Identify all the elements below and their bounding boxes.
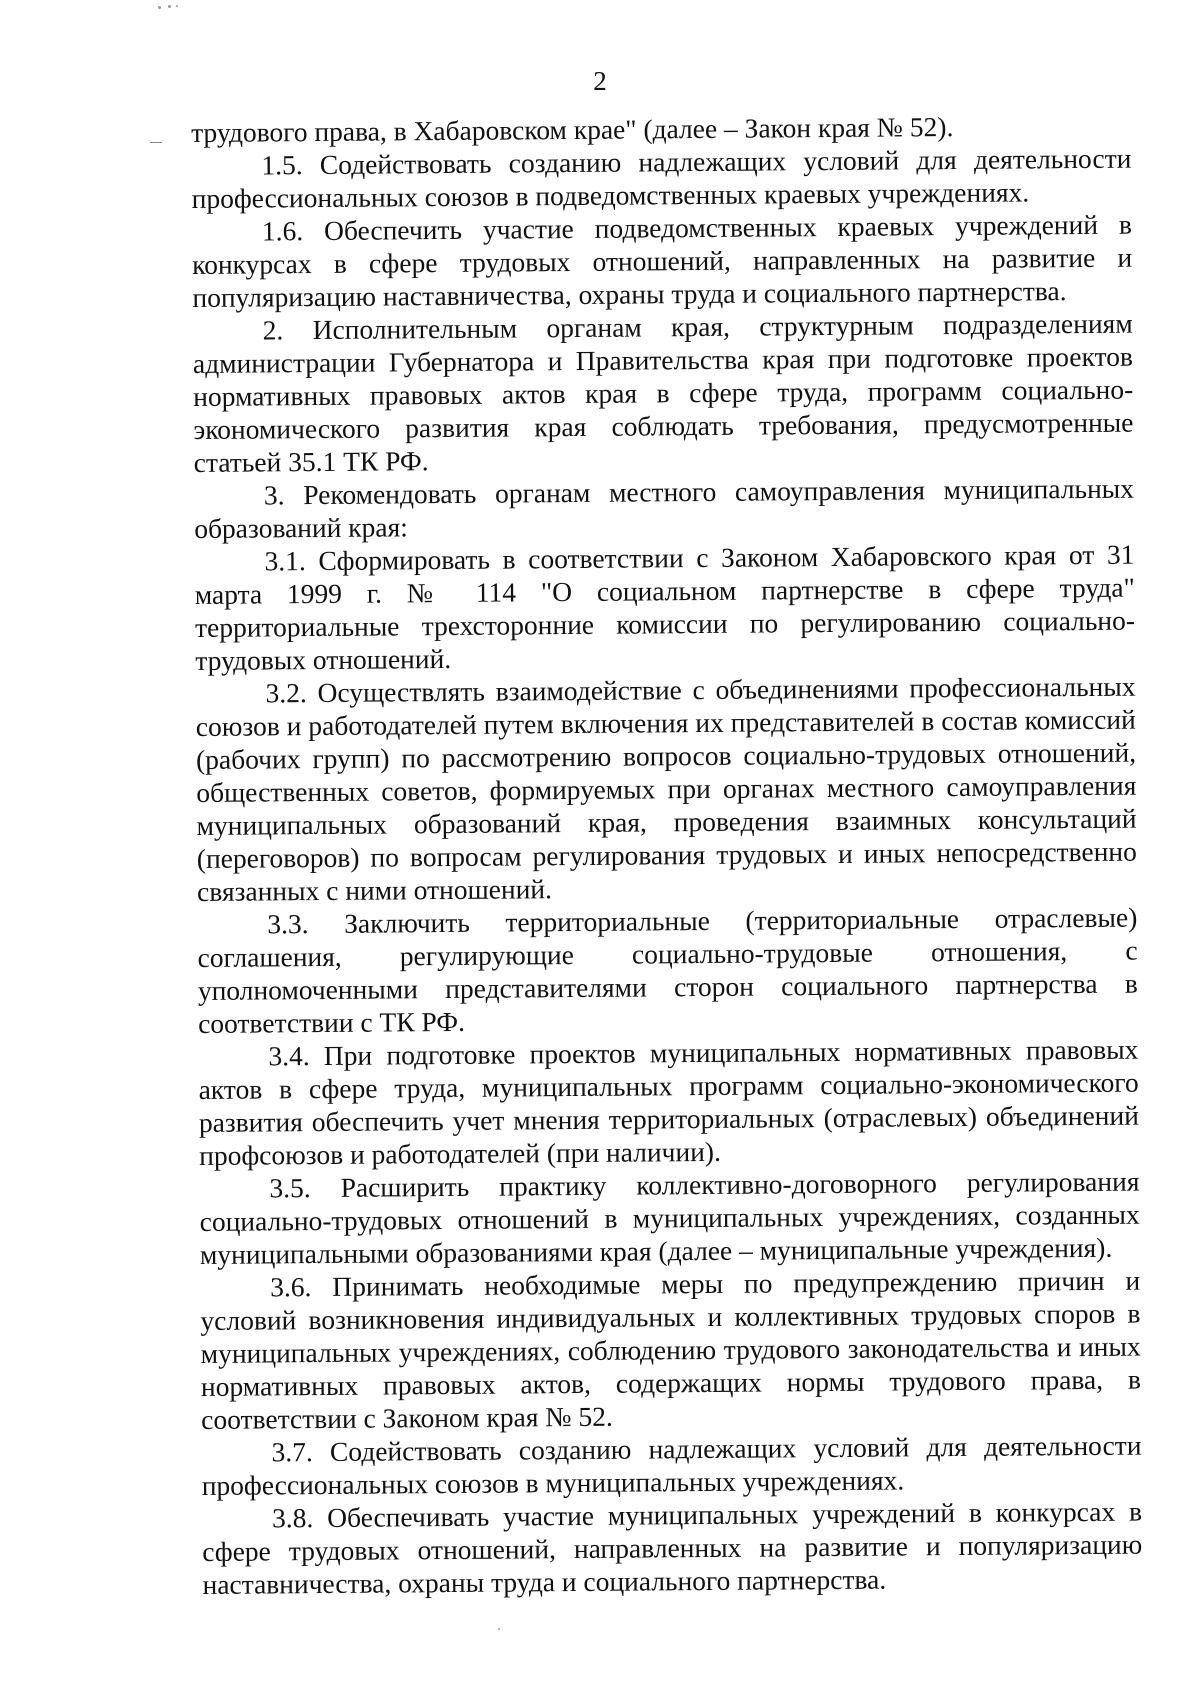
- document-body: [191, 109, 1143, 1601]
- scan-artifact-dot: [498, 1628, 500, 1630]
- paragraph-3-8: 3.8. Обеспечивать участие муниципальных учреждений в конкурсах в сфере трудовых отношений, направленных на развитие и популяризацию наставничества, охраны труда и социального партнерства.: [202, 1495, 1143, 1600]
- paragraph-3-3: 3.3. Заключить территориальные (территориальные отраслевые) соглашения, регулирующие социально-трудовые отношения, с уполномоченными представителями сторон социального партнерства в соответствии с ТК РФ.: [197, 901, 1138, 1039]
- paragraph-3-4: 3.4. При подготовке проектов муниципальных нормативных правовых актов в сфере труда, муниципальных программ социально-экономического развития обеспечить учет мнения территориальных (отраслевых) объединений профсоюзов и работодателей (при наличии).: [198, 1033, 1139, 1171]
- scan-margin-mark: [150, 142, 162, 143]
- paragraph-3-7: 3.7. Содействовать созданию надлежащих условий для деятельности профессиональных союзов в муниципальных учреждениях.: [201, 1429, 1142, 1501]
- paragraph-3-6: 3.6. Принимать необходимые меры по предупреждению причин и условий возникновения индивидуальных и коллективных трудовых споров в муниципальных учреждениях, соблюдению трудового законодательства и иных нормативных правовых актов, содержащих нормы трудового права, в соответствии с Законом края № 52.: [200, 1264, 1142, 1435]
- scan-artifact-dot: [168, 5, 171, 8]
- paragraph-3-2: 3.2. Осуществлять взаимодействие с объединениями профессиональных союзов и работодателей путем включения их представителей в состав комиссий (рабочих групп) по рассмотрению вопросов социально-трудовых отношений, общественных советов, формируемых при органах местного самоуправления муниципальных образований края, проведения взаимных консультаций (переговоров) по вопросам регулирования трудовых и иных непосредственно связанных с ними отношений.: [195, 670, 1137, 907]
- paragraph-2: 2. Исполнительным органам края, структурным подразделениям администрации Губернатора и Правительства края при подготовке проектов нормативных правовых актов края в сфере труда, программ социально-экономического развития края соблюдать требования, предусмотренные статьей 35.1 ТК РФ.: [192, 307, 1134, 478]
- paragraph-1-5: 1.5. Содействовать созданию надлежащих условий для деятельности профессиональных союзов в подведомственных краевых учреждениях.: [191, 142, 1132, 214]
- paragraph-1-6: 1.6. Обеспечить участие подведомственных краевых учреждений в конкурсах в сфере трудовых отношений, направленных на развитие и популяризацию наставничества, охраны труда и социального партнерства.: [192, 208, 1133, 313]
- scan-artifact-dot: [176, 5, 178, 7]
- paragraph-3-1: 3.1. Сформировать в соответствии с Законом Хабаровского края от 31 марта 1999 г. № 114 "О социальном партнерстве в сфере труда" территориальные трехсторонние комиссии по регулированию социально-трудовых отношений.: [194, 538, 1136, 676]
- paragraph-3-5: 3.5. Расширить практику коллективно-договорного регулирования социально-трудовых отношений в муниципальных учреждениях, созданных муниципальными образованиями края (далее – муниципальные учреждения).: [199, 1165, 1140, 1270]
- paragraph-continuation: трудового права, в Хабаровском крае" (далее – Закон края № 52).: [191, 111, 954, 148]
- scan-artifact-dot: [158, 6, 161, 9]
- paragraph-3: 3. Рекомендовать органам местного самоуправления муниципальных образований края:: [194, 472, 1135, 544]
- page-number: 2: [593, 66, 607, 96]
